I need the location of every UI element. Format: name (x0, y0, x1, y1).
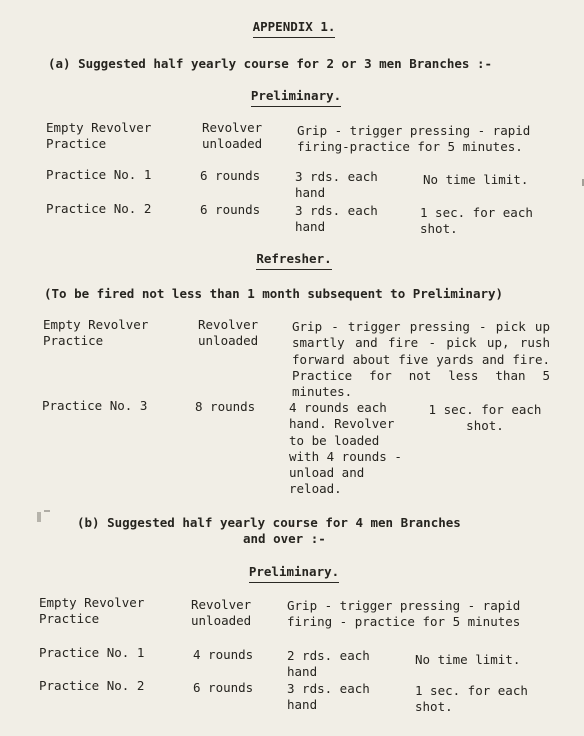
rounds-cell: Revolver unloaded (198, 317, 259, 348)
practice-name: Practice (39, 610, 100, 626)
detail-cell: Grip - trigger pressing - rapid firing - practice for 5 minutes (287, 598, 521, 629)
practice-name: Practice (43, 332, 104, 348)
practice-name: Empty Revolver (46, 120, 152, 135)
rounds-cell: Revolver unloaded (191, 597, 252, 628)
rounds-cell: Revolver unloaded (202, 120, 263, 151)
refresher-heading: Refresher. (2, 251, 584, 270)
practice-name: Practice No. 1 (39, 645, 145, 660)
detail-cell: 2 rds. each hand (287, 648, 370, 679)
time-cell: 1 sec. for each shot. (428, 402, 542, 433)
time-cell: No time limit. (423, 172, 529, 187)
rounds-cell: 6 rounds (200, 168, 261, 183)
practice-name: Empty Revolver (39, 595, 145, 610)
table-row (39, 595, 144, 626)
detail-cell: 3 rds. each hand (295, 169, 378, 200)
detail-cell: 4 rounds each hand. Revolver to be loaded with 4 rounds - unload and reload. (289, 400, 402, 497)
section-b-intro: and over :- (243, 531, 326, 546)
appendix-title: APPENDIX 1. (2, 19, 584, 38)
detail-cell: 3 rds. each hand (287, 681, 370, 712)
rounds-cell: 8 rounds (195, 399, 256, 414)
detail-cell: 3 rds. each hand (295, 203, 378, 234)
section-a-preliminary-heading: Preliminary. (4, 88, 584, 107)
detail-cell: Grip - trigger pressing - pick up smartly and fire - pick up, rush forward about five yards and fire. Practice for not less than 5 minutes. (292, 319, 550, 400)
practice-name: Practice No. 2 (39, 678, 145, 693)
time-cell: 1 sec. for each shot. (420, 205, 533, 236)
table-row (46, 120, 151, 151)
practice-name: Practice No. 3 (42, 398, 148, 413)
practice-name: Practice (46, 135, 107, 151)
section-b-intro: (b) Suggested half yearly course for 4 men Branches (77, 515, 461, 530)
time-cell: No time limit. (415, 652, 521, 667)
practice-name: Practice No. 2 (46, 201, 152, 216)
time-cell: 1 sec. for each shot. (415, 683, 528, 714)
section-a-intro: (a) Suggested half yearly course for 2 or 3 men Branches :- (48, 56, 493, 71)
rounds-cell: 6 rounds (193, 680, 254, 695)
table-row (43, 317, 148, 348)
practice-name: Empty Revolver (43, 317, 149, 332)
practice-name: Practice No. 1 (46, 167, 152, 182)
detail-cell: Grip - trigger pressing - rapid firing-practice for 5 minutes. (297, 123, 531, 154)
page-blemish (44, 510, 50, 512)
rounds-cell: 4 rounds (193, 647, 254, 662)
rounds-cell: 6 rounds (200, 202, 261, 217)
page-blemish (37, 512, 41, 522)
section-b-preliminary-heading: Preliminary. (2, 564, 584, 583)
refresher-note: (To be fired not less than 1 month subsequent to Preliminary) (44, 286, 504, 301)
